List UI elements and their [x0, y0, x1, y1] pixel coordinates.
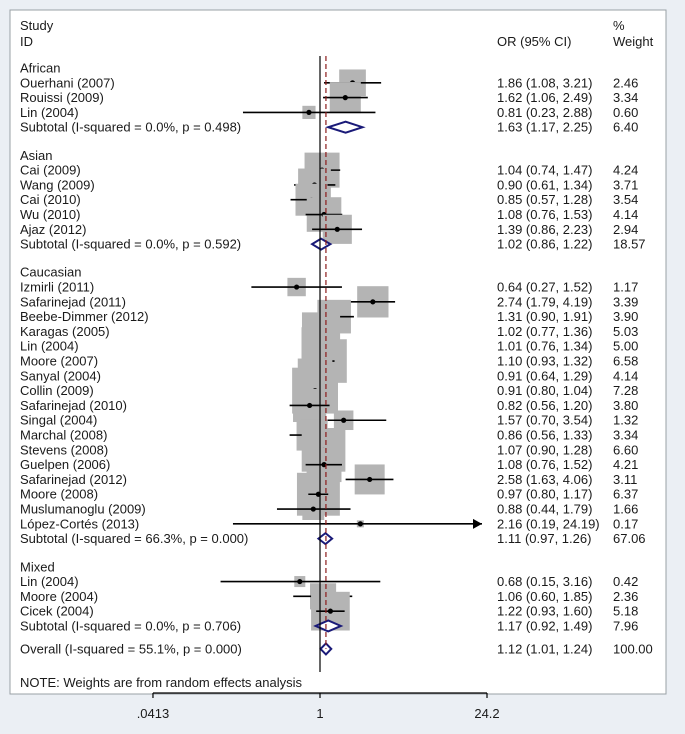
- study-weight: 2.94: [613, 221, 639, 237]
- study-weight: 3.39: [613, 294, 639, 310]
- study-weight: 3.34: [613, 427, 639, 443]
- study-or-text: 0.88 (0.44, 1.79): [497, 501, 593, 517]
- study-or-text: 0.68 (0.15, 3.16): [497, 574, 593, 590]
- study-or-text: 0.81 (0.23, 2.88): [497, 104, 593, 120]
- study-weight: 5.18: [613, 603, 639, 619]
- study-label: Lin (2004): [20, 574, 79, 590]
- study-weight: 1.17: [613, 279, 639, 295]
- study-or-text: 1.86 (1.08, 3.21): [497, 75, 593, 91]
- point-estimate: [335, 227, 340, 232]
- header-or: OR (95% CI): [497, 34, 572, 49]
- study-or-text: 1.01 (0.76, 1.34): [497, 338, 593, 354]
- study-label: Muslumanoglu (2009): [20, 501, 146, 517]
- study-or-text: 0.64 (0.27, 1.52): [497, 279, 593, 295]
- study-weight: 4.24: [613, 162, 639, 178]
- study-label: Cicek (2004): [20, 603, 94, 619]
- subtotal-or-text: 1.02 (0.86, 1.22): [497, 236, 593, 252]
- study-weight: 1.32: [613, 412, 639, 428]
- study-or-text: 0.86 (0.56, 1.33): [497, 427, 593, 443]
- study-label: Ajaz (2012): [20, 221, 87, 237]
- study-weight: 1.66: [613, 501, 639, 517]
- header-pct: %: [613, 18, 625, 33]
- point-estimate: [311, 506, 316, 511]
- study-or-text: 1.10 (0.93, 1.32): [497, 353, 593, 369]
- group-heading: Asian: [20, 147, 53, 163]
- subtotal-or-text: 1.17 (0.92, 1.49): [497, 618, 593, 634]
- x-axis: [137, 693, 500, 721]
- study-weight: 3.71: [613, 177, 639, 193]
- study-label: Wang (2009): [20, 177, 95, 193]
- study-weight: 0.42: [613, 574, 639, 590]
- study-or-text: 1.07 (0.90, 1.28): [497, 442, 593, 458]
- study-or-text: 1.31 (0.90, 1.91): [497, 309, 593, 325]
- x-tick-label: .0413: [136, 706, 170, 721]
- study-or-text: 0.82 (0.56, 1.20): [497, 397, 593, 413]
- point-estimate: [294, 284, 299, 289]
- study-or-text: 1.08 (0.76, 1.52): [497, 457, 593, 473]
- study-or-text: 1.06 (0.60, 1.85): [497, 588, 593, 604]
- study-weight: 5.00: [613, 338, 639, 354]
- study-weight: 3.54: [613, 192, 639, 208]
- group-heading: African: [20, 60, 61, 76]
- study-label: Moore (2007): [20, 353, 99, 369]
- study-weight: 3.34: [613, 90, 639, 106]
- subtotal-label: Subtotal (I-squared = 0.0%, p = 0.592): [20, 236, 242, 252]
- subtotal-weight: 7.96: [613, 618, 639, 634]
- study-weight: 5.03: [613, 323, 639, 339]
- study-label: Safarinejad (2012): [20, 471, 127, 487]
- study-or-text: 0.97 (0.80, 1.17): [497, 486, 593, 502]
- subtotal-or-text: 1.11 (0.97, 1.26): [497, 531, 592, 547]
- subtotal-weight: 18.57: [613, 236, 646, 252]
- study-label: Stevens (2008): [20, 442, 109, 458]
- study-label: Marchal (2008): [20, 427, 108, 443]
- subtotal-weight: 6.40: [613, 119, 639, 135]
- point-estimate: [306, 110, 311, 115]
- group-heading: Mixed: [20, 559, 55, 575]
- header-id: ID: [20, 34, 33, 49]
- study-weight: 3.80: [613, 397, 639, 413]
- study-or-text: 1.08 (0.76, 1.53): [497, 207, 593, 223]
- study-label: Safarinejad (2011): [20, 294, 126, 310]
- study-or-text: 2.16 (0.19, 24.19): [497, 516, 600, 532]
- study-label: Moore (2008): [20, 486, 99, 502]
- study-weight: 3.11: [613, 471, 638, 487]
- study-or-text: 2.74 (1.79, 4.19): [497, 294, 593, 310]
- subtotal-or-text: 1.63 (1.17, 2.25): [497, 119, 593, 135]
- study-or-text: 1.62 (1.06, 2.49): [497, 90, 593, 106]
- group-heading: Caucasian: [20, 264, 82, 280]
- subtotal-label: Subtotal (I-squared = 0.0%, p = 0.706): [20, 618, 242, 634]
- study-label: Cai (2010): [20, 192, 81, 208]
- study-or-text: 2.58 (1.63, 4.06): [497, 471, 593, 487]
- study-or-text: 1.22 (0.93, 1.60): [497, 603, 593, 619]
- study-label: Safarinejad (2010): [20, 397, 127, 413]
- study-or-text: 1.02 (0.77, 1.36): [497, 323, 593, 339]
- point-estimate: [297, 579, 302, 584]
- study-label: Rouissi (2009): [20, 90, 104, 106]
- study-or-text: 0.91 (0.64, 1.29): [497, 368, 593, 384]
- x-tick-label: 24.2: [474, 706, 500, 721]
- subtotal-label: Subtotal (I-squared = 0.0%, p = 0.498): [20, 119, 242, 135]
- study-label: Ouerhani (2007): [20, 75, 115, 91]
- study-weight: 6.60: [613, 442, 639, 458]
- study-label: Guelpen (2006): [20, 457, 111, 473]
- study-or-text: 0.85 (0.57, 1.28): [497, 192, 593, 208]
- study-label: Lin (2004): [20, 104, 79, 120]
- study-label: López-Cortés (2013): [20, 516, 140, 532]
- study-label: Izmirli (2011): [20, 279, 95, 295]
- study-weight: 2.46: [613, 75, 639, 91]
- study-label: Singal (2004): [20, 412, 98, 428]
- study-or-text: 1.57 (0.70, 3.54): [497, 412, 593, 428]
- study-weight: 4.14: [613, 368, 639, 384]
- point-estimate: [358, 521, 363, 526]
- subtotal-weight: 67.06: [613, 531, 646, 547]
- study-weight: 3.90: [613, 309, 639, 325]
- study-or-text: 0.91 (0.80, 1.04): [497, 383, 593, 399]
- study-weight: 2.36: [613, 588, 639, 604]
- study-weight: 4.14: [613, 207, 639, 223]
- point-estimate: [370, 299, 375, 304]
- overall-or-text: 1.12 (1.01, 1.24): [497, 641, 593, 657]
- study-label: Moore (2004): [20, 588, 99, 604]
- study-label: Collin (2009): [20, 383, 94, 399]
- study-label: Beebe-Dimmer (2012): [20, 309, 149, 325]
- overall-weight: 100.00: [613, 641, 653, 657]
- study-weight: 0.60: [613, 104, 639, 120]
- overall-label: Overall (I-squared = 55.1%, p = 0.000): [20, 641, 242, 657]
- study-weight: 7.28: [613, 383, 639, 399]
- study-weight: 6.58: [613, 353, 639, 369]
- header-study: Study: [20, 18, 54, 33]
- point-estimate: [343, 95, 348, 100]
- point-estimate: [328, 609, 333, 614]
- study-label: Cai (2009): [20, 162, 81, 178]
- header-weight: Weight: [613, 34, 654, 49]
- point-estimate: [307, 403, 312, 408]
- study-weight: 0.17: [613, 516, 639, 532]
- subtotal-row: [20, 618, 638, 633]
- study-label: Karagas (2005): [20, 323, 110, 339]
- study-weight: 4.21: [613, 457, 639, 473]
- subtotal-label: Subtotal (I-squared = 66.3%, p = 0.000): [20, 531, 249, 547]
- study-label: Wu (2010): [20, 207, 81, 223]
- point-estimate: [341, 418, 346, 423]
- x-tick-label: 1: [316, 706, 324, 721]
- study-or-text: 0.90 (0.61, 1.34): [497, 177, 593, 193]
- study-label: Lin (2004): [20, 338, 79, 354]
- point-estimate: [367, 477, 372, 482]
- study-weight: 6.37: [613, 486, 639, 502]
- note-text: NOTE: Weights are from random effects analysis: [20, 675, 303, 690]
- study-or-text: 1.04 (0.74, 1.47): [497, 162, 593, 178]
- study-or-text: 1.39 (0.86, 2.23): [497, 221, 593, 237]
- study-label: Sanyal (2004): [20, 368, 101, 384]
